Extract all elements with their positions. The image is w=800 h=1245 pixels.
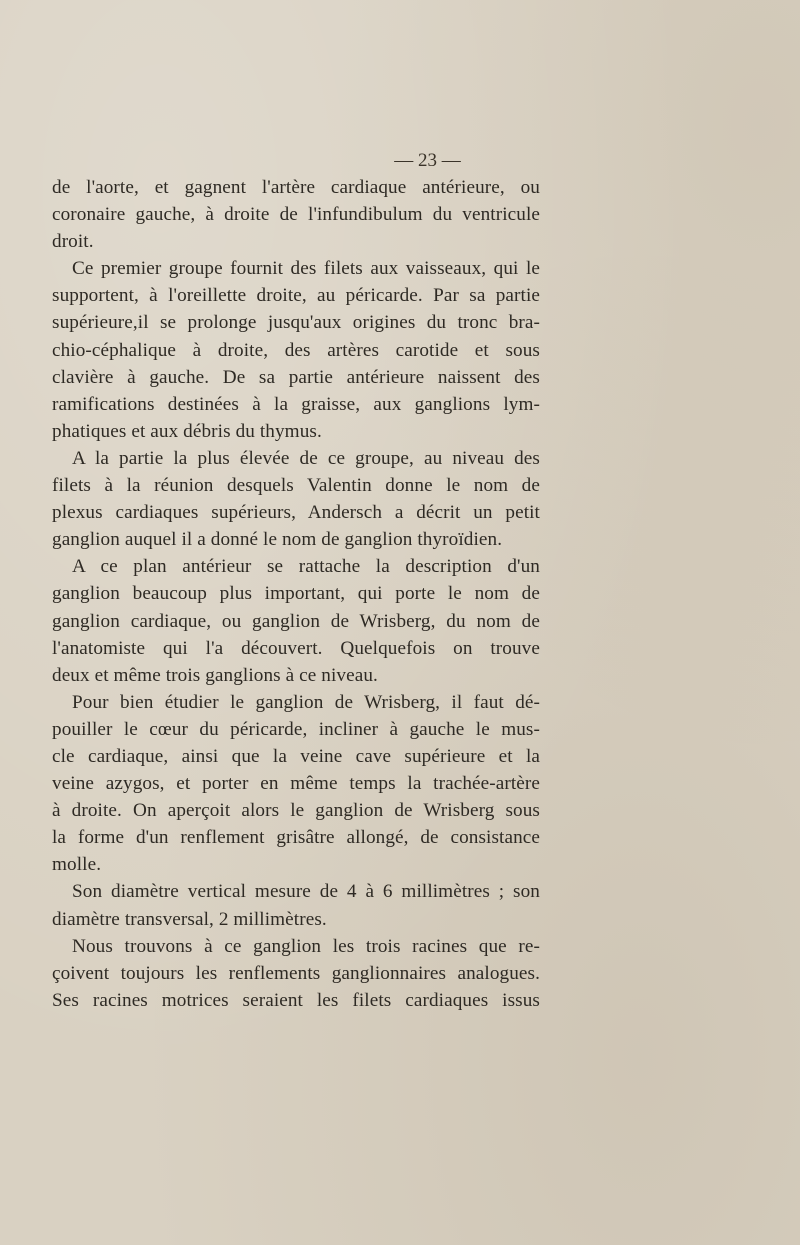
text-line: Pour bien étudier le ganglion de Wrisberg, il faut dé- bbox=[72, 691, 540, 713]
text-line: Ses racines motrices seraient les filets cardiaques issus bbox=[52, 989, 540, 1011]
body-text bbox=[52, 174, 540, 1014]
text-line: l'anatomiste qui l'a découvert. Quelquefois on trouve bbox=[52, 637, 540, 659]
text-line: deux et même trois ganglions à ce niveau. bbox=[52, 664, 378, 686]
text-line: ganglion beaucoup plus important, qui porte le nom de bbox=[52, 583, 540, 605]
text-line: cle cardiaque, ainsi que la veine cave supérieure et la bbox=[52, 745, 540, 767]
text-line: diamètre transversal, 2 millimètres. bbox=[52, 908, 327, 930]
text-line: phatiques et aux débris du thymus. bbox=[52, 420, 322, 442]
text-line: filets à la réunion desquels Valentin donne le nom de bbox=[52, 475, 540, 497]
text-line: plexus cardiaques supérieurs, Andersch a décrit un petit bbox=[52, 502, 540, 524]
text-line: veine azygos, et porter en même temps la trachée-artère bbox=[52, 773, 540, 795]
page-number: — 23 — bbox=[394, 150, 461, 171]
text-line: chio-céphalique à droite, des artères carotide et sous bbox=[52, 339, 540, 361]
text-line: A la partie la plus élevée de ce groupe, au niveau des bbox=[72, 447, 540, 469]
text-line: A ce plan antérieur se rattache la description d'un bbox=[72, 556, 540, 578]
text-line: la forme d'un renflement grisâtre allongé, de consistance bbox=[52, 827, 540, 849]
text-line: clavière à gauche. De sa partie antérieure naissent des bbox=[52, 366, 540, 388]
text-line: ganglion auquel il a donné le nom de ganglion thyroïdien. bbox=[52, 529, 503, 551]
text-line: supérieure,il se prolonge jusqu'aux origines du tronc bra- bbox=[52, 312, 540, 334]
text-line: molle. bbox=[52, 854, 102, 876]
text-line: de l'aorte, et gagnent l'artère cardiaque antérieure, ou bbox=[52, 177, 540, 198]
text-line: çoivent toujours les renflements ganglionnaires analogues. bbox=[52, 962, 540, 984]
text-line: à droite. On aperçoit alors le ganglion de Wrisberg sous bbox=[52, 800, 540, 822]
text-line: coronaire gauche, à droite de l'infundibulum du ventricule bbox=[52, 204, 540, 226]
text-line: droit. bbox=[52, 231, 94, 253]
text-line: pouiller le cœur du péricarde, incliner à gauche le mus- bbox=[52, 718, 540, 740]
text-line: ganglion cardiaque, ou ganglion de Wrisberg, du nom de bbox=[52, 610, 540, 632]
text-line: ramifications destinées à la graisse, aux ganglions lym- bbox=[52, 393, 540, 415]
text-line: Son diamètre vertical mesure de 4 à 6 millimètres ; son bbox=[72, 881, 540, 903]
text-line: Ce premier groupe fournit des filets aux vaisseaux, qui le bbox=[72, 258, 540, 280]
text-line: Nous trouvons à ce ganglion les trois racines que re- bbox=[72, 935, 540, 957]
text-line: supportent, à l'oreillette droite, au péricarde. Par sa partie bbox=[52, 285, 540, 307]
